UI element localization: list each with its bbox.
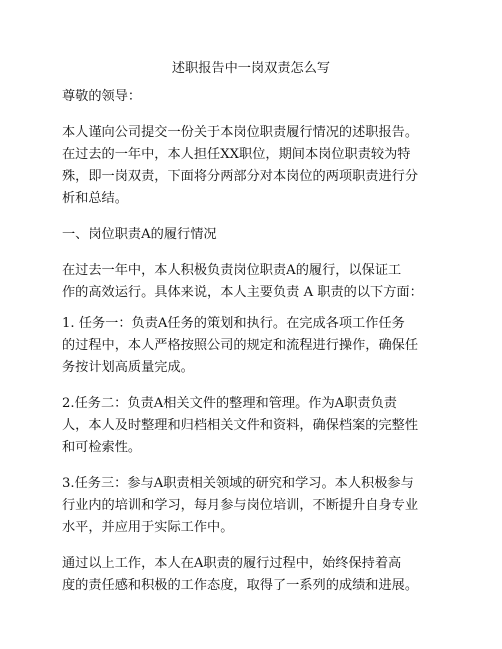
task2-line: 2.任务二：负责A相关文件的整理和管理。作为A职责负责	[62, 396, 397, 411]
task1-line: 的过程中，本人严格按照公司的规定和流程进行操作，确保任	[62, 338, 419, 353]
task3-line: 3.任务三：参与A职责相关领域的研究和学习。本人积极参与	[62, 476, 414, 491]
document-title: 述职报告中一岗双责怎么写	[171, 61, 331, 76]
intro-line: 在过去的一年中，本人担任XX职位，期间本岗位职责较为特	[62, 147, 411, 162]
overview-line: 在过去一年中，本人积极负责岗位职责A的履行，以保证工	[62, 263, 402, 278]
conclusion-line: 通过以上工作，本人在A职责的履行过程中，始终保持着高	[62, 556, 402, 571]
task2-line: 和可检索性。	[62, 440, 142, 455]
intro-line: 析和总结。	[62, 191, 128, 206]
overview-line: 作的高效运行。具体来说，本人主要负责 A 职责的以下方面：	[62, 285, 423, 300]
task2-line: 人，本人及时整理和归档相关文件和资料，确保档案的完整性	[62, 418, 419, 433]
task1-line: 1. 任务一：负责A任务的策划和执行。在完成各项工作任务	[62, 316, 405, 331]
conclusion-line: 度的责任感和积极的工作态度，取得了一系列的成绩和进展。	[62, 578, 419, 593]
task1-line: 务按计划高质量完成。	[62, 360, 194, 375]
intro-line: 本人谨向公司提交一份关于本岗位职责履行情况的述职报告。	[62, 125, 419, 140]
salutation: 尊敬的领导：	[62, 89, 142, 104]
intro-line: 殊，即一岗双责，下面将分两部分对本岗位的两项职责进行分	[62, 169, 419, 184]
task3-line: 行业内的培训和学习，每月参与岗位培训，不断提升自身专业	[62, 498, 419, 513]
task3-line: 水平，并应用于实际工作中。	[62, 520, 234, 535]
section-heading: 一、岗位职责A的履行情况	[62, 227, 217, 242]
